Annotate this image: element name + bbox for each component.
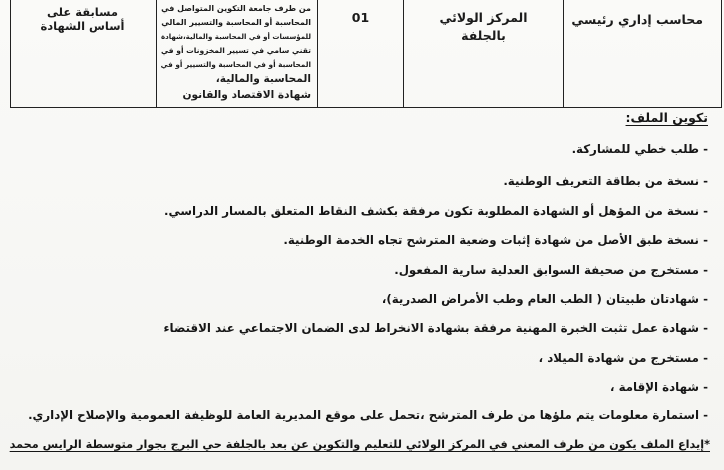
- center-line-1: المركز الولائي: [439, 10, 528, 25]
- center-line-2: بالجلفة: [461, 28, 506, 43]
- list-item: - شهادة عمل تثبت الخبرة المهنية مرفقة بشهادة الانخراط لدى الضمان الاجتماعي عند الاقتضاء: [163, 321, 708, 335]
- qualification-line: المحاسبة أو في المحاسبة والتسيير أو في: [160, 60, 311, 69]
- list-item: - طلب خطي للمشاركة.: [571, 142, 708, 156]
- job-title: محاسب إداري رئيسي: [571, 12, 703, 27]
- list-item: - نسخة طبق الأصل من شهادة إثبات وضعية المترشح تجاه الخدمة الوطنية.: [283, 233, 708, 247]
- center-cell: [403, 0, 563, 107]
- list-item: - نسخة من المؤهل أو الشهادة المطلوبة تكون مرفقة بكشف النقاط المتعلق بالمسار الدراسي.: [164, 204, 708, 218]
- mode-line-2: أساس الشهادة: [40, 19, 125, 33]
- list-item: - شهادتان طبيتان ( الطب العام وطب الأمراض الصدرية)،: [381, 292, 708, 306]
- section-heading: تكوين الملف:: [625, 110, 708, 125]
- qualification-line: المحاسبة أو المحاسبة والتسيير المالي: [161, 18, 311, 27]
- list-item: - مستخرج من صحيفة السوابق العدلية سارية المفعول.: [394, 263, 708, 277]
- qualification-line: للمؤسسات أو في المحاسبة والمالية،شهادة: [160, 32, 311, 41]
- qualification-line: شهادة الاقتصاد والقانون: [182, 89, 311, 101]
- list-item: - استمارة معلومات يتم ملؤها من طرف المترشح ،تحمل على موقع المديرية العامة للوظيفة العمومية والإصلاح الإداري.: [28, 408, 708, 422]
- recruitment-mode-cell: [9, 0, 156, 107]
- qualifications-cell: [156, 0, 317, 107]
- qualification-line: من طرف جامعة التكوين المتواصل في: [161, 4, 311, 13]
- mode-line-1: مسابقة على: [47, 5, 118, 19]
- list-item: - مستخرج من شهادة الميلاد ،: [538, 351, 708, 365]
- positions-count: 01: [351, 10, 370, 25]
- deposit-note: *إيداع الملف يكون من طرف المعني في المركز الولائي للتعليم والتكوين عن بعد بالجلفة حي البرج بجوار متوسطة الرايس محمد: [9, 438, 710, 451]
- list-item: - نسخة من بطاقة التعريف الوطنية.: [503, 174, 708, 188]
- qualification-line: تقني سامي في تسيير المخزونات أو في: [161, 46, 311, 55]
- count-cell: [317, 0, 403, 107]
- list-item: - شهادة الإقامة ،: [610, 380, 708, 394]
- job-table-row: [10, 0, 722, 108]
- qualification-line: المحاسبة والمالية،: [215, 73, 311, 85]
- job-title-cell: [563, 0, 721, 107]
